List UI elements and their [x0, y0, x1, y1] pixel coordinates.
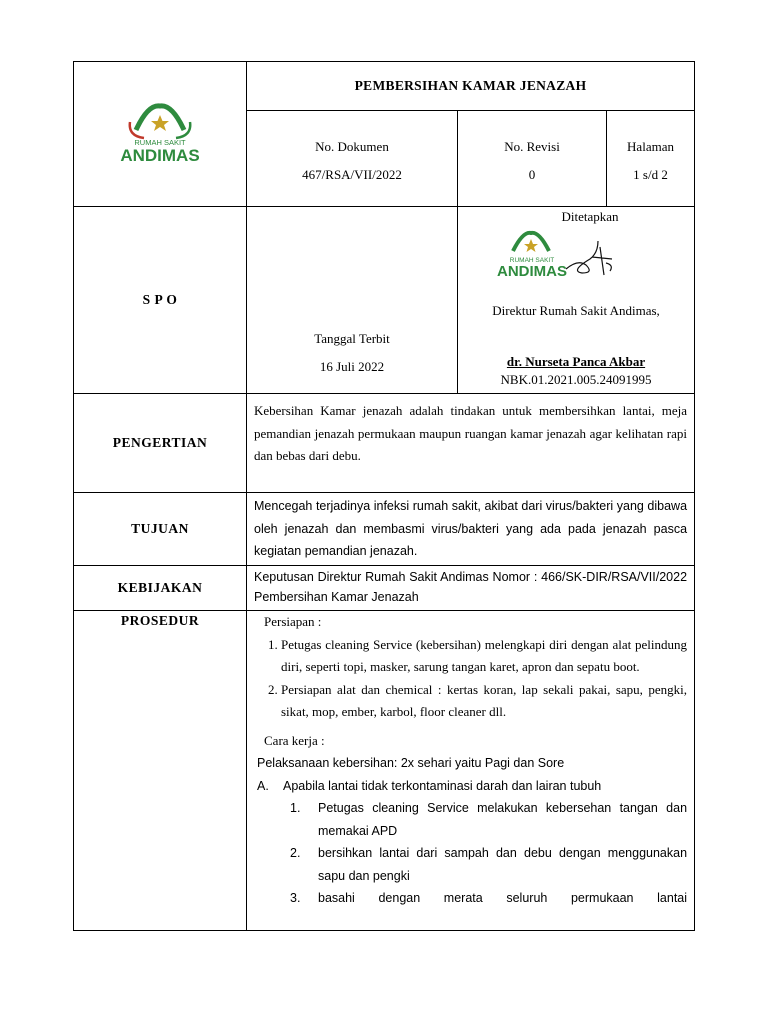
mosque-dome-star-icon	[513, 233, 549, 252]
hospital-logo-small	[486, 229, 636, 281]
director-nbk: NBK.01.2021.005.24091995	[500, 372, 652, 387]
list-item	[290, 887, 687, 910]
svg-text:ANDIMAS: ANDIMAS	[120, 145, 200, 164]
page-label: Halaman	[627, 139, 674, 154]
list-item: 1. Petugas cleaning Service (kebersihan) melengkapi diri dengan alat pelindung diri, seperti topi, masker, sarung tangan karet, apron dan sepatu boot.	[281, 634, 687, 679]
list-marker: 1.	[290, 801, 301, 815]
issue-date-label: Tanggal Terbit	[314, 331, 390, 346]
sub-list	[264, 797, 687, 910]
prosedur-label: PROSEDUR	[74, 611, 247, 931]
revision-cell	[458, 111, 607, 207]
tujuan-text: Mencegah terjadinya infeksi rumah sakit, akibat dari virus/bakteri yang dibawa oleh jenazah dan membasmi virus/bakteri yang ada pada jenazah pasca kegiatan pemandian jenazah.	[247, 493, 695, 566]
pelaksanaan-text: Pelaksanaan kebersihan: 2x sehari yaitu Pagi dan Sore	[257, 756, 565, 770]
list-text: Petugas cleaning Service melakukan kebersehan tangan dan memakai APD	[318, 801, 688, 838]
page-value: 1 s/d 2	[633, 167, 668, 182]
svg-text:RUMAH SAKIT: RUMAH SAKIT	[134, 137, 186, 147]
logo-signature-area	[458, 225, 694, 281]
spo-label: S P O	[74, 207, 247, 394]
persiapan-list	[263, 634, 687, 724]
issue-date-cell	[247, 207, 458, 394]
document-title: PEMBERSIHAN KAMAR JENAZAH	[247, 62, 695, 111]
revision-value: 0	[528, 167, 536, 182]
list-item-a	[257, 775, 687, 798]
doc-number-value: 467/RSA/VII/2022	[302, 167, 402, 182]
doc-number-cell	[247, 111, 458, 207]
revision-label: No. Revisi	[504, 139, 560, 154]
signature-mark	[566, 241, 612, 275]
issue-date-value: 16 Juli 2022	[319, 359, 385, 374]
spo-document	[73, 61, 694, 933]
svg-text:RUMAH SAKIT: RUMAH SAKIT	[509, 257, 555, 264]
tujuan-label: TUJUAN	[74, 493, 247, 566]
list-item	[290, 797, 687, 842]
svg-text:ANDIMAS: ANDIMAS	[497, 263, 567, 280]
list-item: 2. Persiapan alat dan chemical : kertas koran, lap sekali pakai, sapu, pengki, sikat, mop, ember, karbol, floor cleaner dll.	[281, 679, 687, 724]
kebijakan-text: Keputusan Direktur Rumah Sakit Andimas Nomor : 466/SK-DIR/RSA/VII/2022 Pembersihan Kamar Jenazah	[247, 566, 695, 611]
list-marker: A.	[257, 778, 269, 793]
spo-table	[73, 61, 695, 931]
kebijakan-label: KEBIJAKAN	[74, 566, 247, 611]
hospital-logo	[108, 100, 212, 164]
persiapan-heading: Persiapan :	[264, 614, 322, 629]
doc-number-label: No. Dokumen	[315, 139, 389, 154]
director-name: dr. Nurseta Panca Akbar	[506, 354, 646, 369]
list-marker: 3.	[290, 891, 301, 905]
hospital-logo-cell	[74, 62, 247, 207]
list-text: bersihkan lantai dari sampah dan debu dengan menggunakan sapu dan pengki	[318, 846, 688, 883]
list-text: basahi dengan merata seluruh permukaan lantai	[318, 891, 688, 905]
approval-label: Ditetapkan	[561, 209, 619, 224]
prosedur-content	[247, 611, 695, 931]
list-item	[290, 842, 687, 887]
list-text: Apabila lantai tidak terkontaminasi darah dan lairan tubuh	[283, 778, 602, 793]
pengertian-text: Kebersihan Kamar jenazah adalah tindakan untuk membersihkan lantai, meja pemandian jenazah permukaan maupun ruangan kamar jenazah agar kelihatan rapi dan bebas dari debu.	[247, 394, 695, 493]
mosque-dome-star-icon	[130, 105, 190, 137]
list-marker: 2.	[290, 846, 301, 860]
page-cell	[607, 111, 695, 207]
approval-cell	[458, 207, 695, 394]
director-title: Direktur Rumah Sakit Andimas,	[492, 303, 660, 318]
cara-kerja-heading: Cara kerja :	[264, 732, 325, 748]
pengertian-label: PENGERTIAN	[74, 394, 247, 493]
